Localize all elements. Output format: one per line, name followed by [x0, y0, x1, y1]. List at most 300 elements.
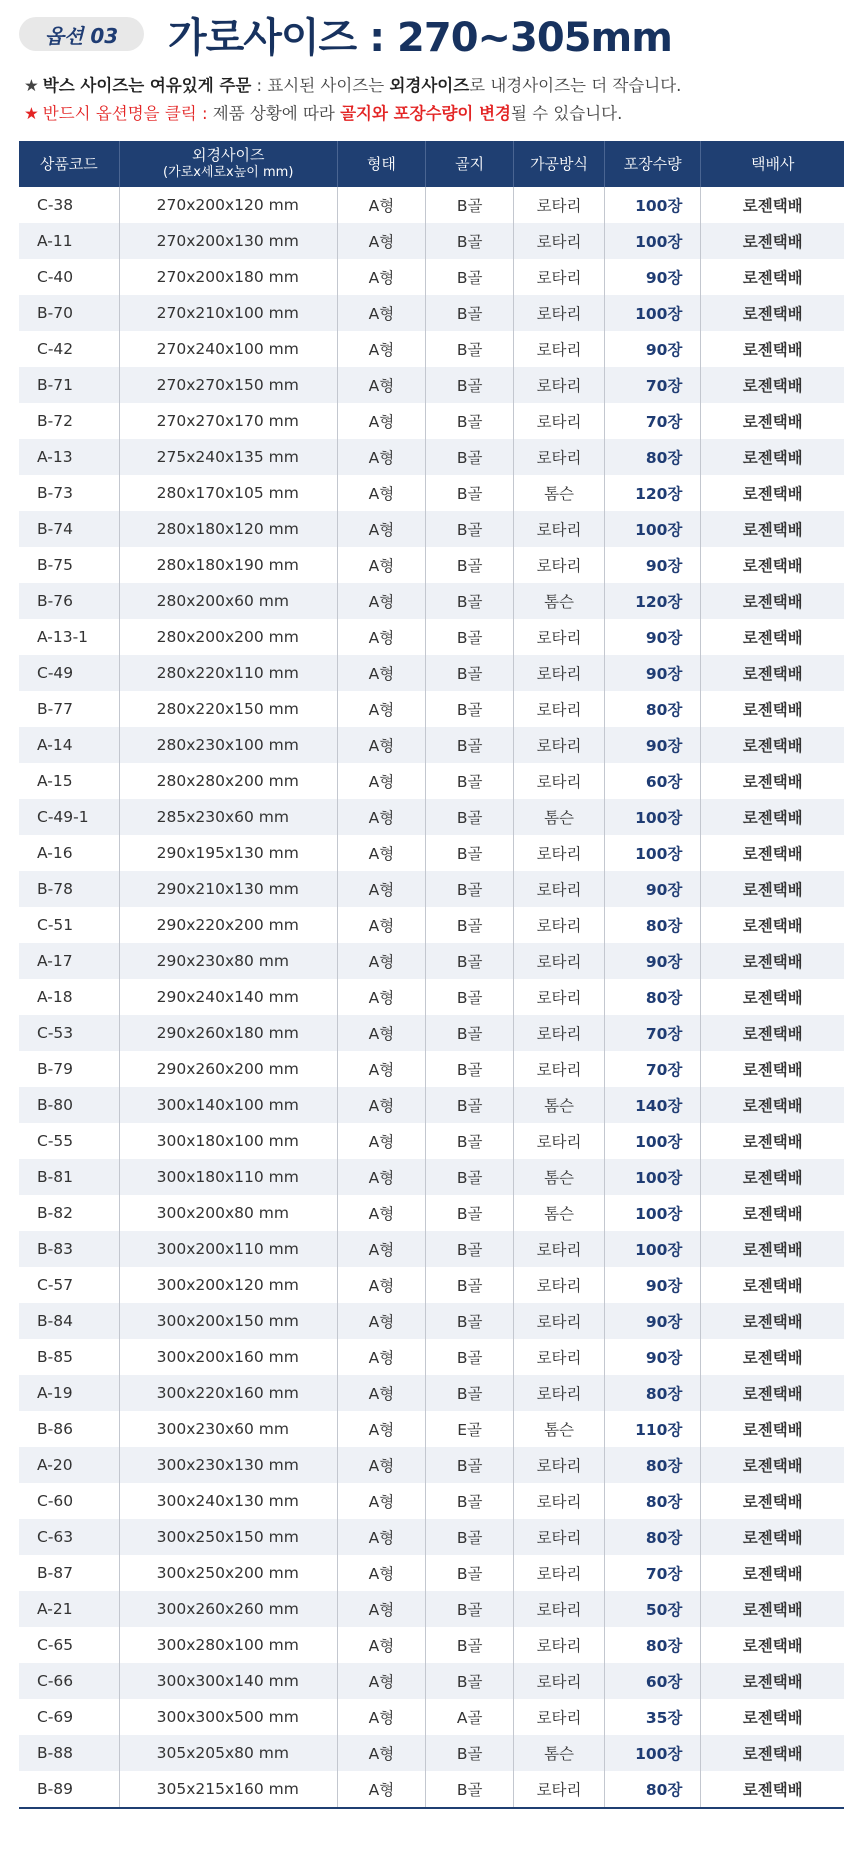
- cell-type: A형: [337, 763, 425, 799]
- cell-qty: 60장: [604, 1663, 701, 1699]
- cell-flute: B골: [426, 907, 514, 943]
- cell-flute: B골: [426, 619, 514, 655]
- cell-code: A-19: [19, 1375, 119, 1411]
- table-row[interactable]: [19, 1267, 844, 1303]
- cell-courier: 로젠택배: [701, 871, 844, 907]
- cell-qty: 80장: [604, 1447, 701, 1483]
- table-row[interactable]: [19, 1195, 844, 1231]
- cell-type: A형: [337, 619, 425, 655]
- cell-type: A형: [337, 295, 425, 331]
- cell-type: A형: [337, 1771, 425, 1808]
- table-body: [19, 187, 844, 1808]
- cell-flute: B골: [426, 259, 514, 295]
- cell-code: B-79: [37, 1060, 73, 1078]
- cell-code: B-85: [37, 1348, 73, 1366]
- notice-2-red: 반드시 옵션명을 클릭 :: [42, 104, 208, 123]
- cell-type: A형: [337, 1483, 425, 1519]
- cell-process: 로타리: [514, 1663, 605, 1699]
- cell-flute: B골: [426, 187, 514, 223]
- cell-qty: 70장: [604, 1555, 701, 1591]
- cell-type: A형: [337, 583, 425, 619]
- cell-type: A형: [337, 943, 425, 979]
- cell-process: 로타리: [514, 1231, 605, 1267]
- cell-flute: B골: [426, 943, 514, 979]
- cell-courier: 로젠택배: [701, 295, 844, 331]
- cell-size: 300x250x150 mm: [119, 1519, 337, 1555]
- cell-process: 로타리: [514, 655, 605, 691]
- table-row[interactable]: [19, 799, 844, 835]
- cell-size: 300x230x60 mm: [119, 1411, 337, 1447]
- cell-flute: E골: [426, 1411, 514, 1447]
- cell-courier: 로젠택배: [701, 835, 844, 871]
- table-row[interactable]: [19, 1663, 844, 1699]
- cell-qty: 35장: [604, 1699, 701, 1735]
- cell-process: 로타리: [514, 1267, 605, 1303]
- cell-size: 290x220x200 mm: [119, 907, 337, 943]
- cell-code: B-75: [37, 556, 73, 574]
- option-badge: 옵션 03: [19, 17, 144, 51]
- cell-type: A형: [337, 799, 425, 835]
- cell-flute: B골: [426, 1375, 514, 1411]
- cell-qty: 80장: [604, 691, 701, 727]
- cell-courier: 로젠택배: [701, 1231, 844, 1267]
- cell-process: 로타리: [514, 871, 605, 907]
- cell-courier: 로젠택배: [701, 1699, 844, 1735]
- cell-qty: 80장: [604, 1771, 701, 1808]
- cell-type: A형: [337, 1735, 425, 1771]
- cell-process: 로타리: [514, 367, 605, 403]
- notice-2-text-2: 될 수 있습니다.: [511, 104, 623, 123]
- cell-courier: 로젠택배: [701, 1267, 844, 1303]
- table-row[interactable]: [19, 1123, 844, 1159]
- cell-type: A형: [337, 727, 425, 763]
- table-row[interactable]: [19, 907, 844, 943]
- cell-size: 300x200x150 mm: [119, 1303, 337, 1339]
- cell-code: B-84: [19, 1303, 119, 1339]
- cell-type: A형: [337, 1339, 425, 1375]
- cell-qty: 80장: [604, 907, 701, 943]
- table-row[interactable]: [19, 1555, 844, 1591]
- cell-courier: 로젠택배: [701, 1015, 844, 1051]
- cell-code: B-71: [19, 367, 119, 403]
- notice-1-text: : 표시된 사이즈는: [251, 76, 390, 95]
- cell-courier: 로젠택배: [701, 1519, 844, 1555]
- page-header: [19, 9, 672, 59]
- cell-qty: 70장: [604, 403, 701, 439]
- cell-code: A-20: [19, 1447, 119, 1483]
- cell-code: B-86: [37, 1420, 73, 1438]
- cell-flute: B골: [426, 439, 514, 475]
- cell-courier: 로젠택배: [701, 943, 844, 979]
- cell-process: 톰슨: [514, 1195, 605, 1231]
- cell-size: 285x230x60 mm: [119, 799, 337, 835]
- table-row[interactable]: [19, 1051, 844, 1087]
- cell-process: 로타리: [514, 1591, 605, 1627]
- cell-flute: B골: [426, 1051, 514, 1087]
- col-size-subtitle: (가로x세로x높이 mm): [163, 165, 294, 180]
- cell-courier: 로젠택배: [701, 1051, 844, 1087]
- cell-process: 로타리: [514, 1123, 605, 1159]
- cell-qty: 140장: [604, 1087, 701, 1123]
- cell-code: A-17: [19, 943, 119, 979]
- cell-code: B-80: [19, 1087, 119, 1123]
- col-process: 가공방식: [514, 141, 605, 187]
- cell-code: B-83: [19, 1231, 119, 1267]
- cell-process: 로타리: [514, 1015, 605, 1051]
- notice-line-2: [24, 100, 681, 128]
- notice-2-red-bold: 골지와 포장수량이 변경: [340, 104, 511, 123]
- cell-qty: 90장: [604, 1339, 701, 1375]
- cell-qty: 80장: [604, 1483, 701, 1519]
- table-row[interactable]: [19, 1447, 844, 1483]
- cell-size: 290x195x130 mm: [119, 835, 337, 871]
- cell-type: A형: [337, 691, 425, 727]
- cell-process: 톰슨: [514, 1411, 605, 1447]
- cell-flute: B골: [426, 511, 514, 547]
- cell-type: A형: [337, 1267, 425, 1303]
- cell-flute: B골: [426, 727, 514, 763]
- table-row[interactable]: [19, 655, 844, 691]
- table-row[interactable]: [19, 475, 844, 511]
- cell-qty: 80장: [604, 1627, 701, 1663]
- cell-process: 로타리: [514, 1447, 605, 1483]
- col-type: 형태: [337, 141, 425, 187]
- cell-process: 톰슨: [514, 1735, 605, 1771]
- table-row[interactable]: [19, 403, 844, 439]
- cell-flute: B골: [426, 655, 514, 691]
- cell-size: 300x240x130 mm: [119, 1483, 337, 1519]
- table-row[interactable]: [19, 619, 844, 655]
- cell-flute: B골: [426, 763, 514, 799]
- cell-size: 290x230x80 mm: [119, 943, 337, 979]
- cell-code: A-18: [37, 988, 73, 1006]
- cell-qty: 50장: [604, 1591, 701, 1627]
- cell-code: B-70: [19, 295, 119, 331]
- cell-size: 300x200x110 mm: [119, 1231, 337, 1267]
- col-size-title: 외경사이즈: [192, 146, 265, 164]
- cell-qty: 80장: [604, 1375, 701, 1411]
- cell-qty: 100장: [604, 1735, 701, 1771]
- cell-courier: 로젠택배: [701, 1195, 844, 1231]
- table-row[interactable]: [19, 1519, 844, 1555]
- cell-qty: 70장: [604, 1015, 701, 1051]
- table-row[interactable]: [19, 439, 844, 475]
- notice-1-text-2: 로 내경사이즈는 더 작습니다.: [469, 76, 682, 95]
- notice-1-bold: 박스 사이즈는 여유있게 주문: [42, 76, 252, 95]
- cell-courier: 로젠택배: [701, 619, 844, 655]
- cell-type: A형: [337, 1015, 425, 1051]
- table-row[interactable]: [19, 1699, 844, 1735]
- cell-qty: 70장: [604, 367, 701, 403]
- table-header-row: [19, 141, 844, 187]
- cell-flute: B골: [426, 1483, 514, 1519]
- col-flute: 골지: [426, 141, 514, 187]
- cell-courier: 로젠택배: [701, 439, 844, 475]
- cell-size: 300x300x140 mm: [119, 1663, 337, 1699]
- cell-courier: 로젠택배: [701, 1123, 844, 1159]
- cell-qty: 90장: [604, 619, 701, 655]
- cell-type: A형: [337, 187, 425, 223]
- table-row[interactable]: [19, 1375, 844, 1411]
- cell-size: 300x180x100 mm: [119, 1123, 337, 1159]
- cell-flute: B골: [426, 979, 514, 1015]
- cell-type: A형: [337, 1663, 425, 1699]
- cell-type: A형: [337, 367, 425, 403]
- cell-type: A형: [337, 547, 425, 583]
- cell-qty: 80장: [604, 439, 701, 475]
- cell-code: C-65: [37, 1636, 74, 1654]
- cell-courier: 로젠택배: [701, 727, 844, 763]
- cell-qty: 90장: [604, 727, 701, 763]
- cell-type: A형: [337, 1303, 425, 1339]
- cell-type: A형: [337, 655, 425, 691]
- cell-size: 300x220x160 mm: [119, 1375, 337, 1411]
- size-table: [19, 141, 844, 1809]
- cell-size: 280x230x100 mm: [119, 727, 337, 763]
- cell-courier: 로젠택배: [701, 979, 844, 1015]
- table-row[interactable]: [19, 727, 844, 763]
- cell-size: 305x215x160 mm: [119, 1771, 337, 1808]
- notice-1-bold-2: 외경사이즈: [389, 76, 470, 95]
- cell-courier: 로젠택배: [701, 1483, 844, 1519]
- cell-code: C-38: [37, 196, 74, 214]
- table-row[interactable]: [19, 1159, 844, 1195]
- cell-process: 톰슨: [514, 799, 605, 835]
- table-row[interactable]: [19, 943, 844, 979]
- cell-process: 톰슨: [514, 1087, 605, 1123]
- table-row[interactable]: [19, 583, 844, 619]
- cell-qty: 60장: [604, 763, 701, 799]
- cell-process: 로타리: [514, 403, 605, 439]
- cell-code: B-77: [37, 700, 73, 718]
- cell-code: B-88: [19, 1735, 119, 1771]
- cell-courier: 로젠택배: [701, 1159, 844, 1195]
- cell-type: A형: [337, 1087, 425, 1123]
- cell-flute: B골: [426, 1447, 514, 1483]
- col-courier: 택배사: [701, 141, 844, 187]
- col-qty: 포장수량: [604, 141, 701, 187]
- cell-size: 300x260x260 mm: [119, 1591, 337, 1627]
- cell-courier: 로젠택배: [701, 1627, 844, 1663]
- cell-code: B-82: [37, 1204, 73, 1222]
- cell-size: 300x280x100 mm: [119, 1627, 337, 1663]
- cell-size: 300x200x80 mm: [119, 1195, 337, 1231]
- cell-code: C-51: [37, 916, 74, 934]
- cell-qty: 110장: [604, 1411, 701, 1447]
- cell-type: A형: [337, 439, 425, 475]
- cell-code: B-73: [37, 484, 73, 502]
- cell-qty: 100장: [604, 835, 701, 871]
- cell-code: B-74: [19, 511, 119, 547]
- cell-size: 300x250x200 mm: [119, 1555, 337, 1591]
- cell-qty: 90장: [604, 655, 701, 691]
- cell-flute: B골: [426, 367, 514, 403]
- cell-size: 300x200x160 mm: [119, 1339, 337, 1375]
- cell-code: C-42: [37, 340, 74, 358]
- table-row[interactable]: [19, 1627, 844, 1663]
- cell-type: A형: [337, 1159, 425, 1195]
- cell-courier: 로젠택배: [701, 1555, 844, 1591]
- table-row[interactable]: [19, 1015, 844, 1051]
- cell-process: 로타리: [514, 1339, 605, 1375]
- cell-courier: 로젠택배: [701, 403, 844, 439]
- table-row[interactable]: [19, 331, 844, 367]
- table-row[interactable]: [19, 763, 844, 799]
- cell-type: A형: [337, 979, 425, 1015]
- cell-code: C-55: [37, 1132, 74, 1150]
- cell-type: A형: [337, 403, 425, 439]
- table-row[interactable]: [19, 1771, 844, 1808]
- cell-size: 305x205x80 mm: [119, 1735, 337, 1771]
- cell-code: C-49: [19, 655, 119, 691]
- notice-block: [24, 72, 681, 128]
- cell-courier: 로젠택배: [701, 475, 844, 511]
- page-title: 가로사이즈 : 270~305mm: [168, 14, 672, 61]
- cell-code: A-21: [19, 1591, 119, 1627]
- cell-process: 톰슨: [514, 583, 605, 619]
- cell-courier: 로젠택배: [701, 1339, 844, 1375]
- cell-qty: 80장: [604, 979, 701, 1015]
- cell-courier: 로젠택배: [701, 763, 844, 799]
- cell-courier: 로젠택배: [701, 907, 844, 943]
- cell-size: 270x200x120 mm: [119, 187, 337, 223]
- cell-flute: B골: [426, 1339, 514, 1375]
- cell-flute: A골: [426, 1699, 514, 1735]
- cell-qty: 120장: [604, 583, 701, 619]
- cell-qty: 120장: [604, 475, 701, 511]
- cell-flute: B골: [426, 295, 514, 331]
- table-row[interactable]: [19, 835, 844, 871]
- cell-type: A형: [337, 1627, 425, 1663]
- cell-qty: 80장: [604, 1519, 701, 1555]
- cell-courier: 로젠택배: [701, 1375, 844, 1411]
- table-row[interactable]: [19, 511, 844, 547]
- cell-code: C-63: [19, 1519, 119, 1555]
- cell-courier: 로젠택배: [701, 691, 844, 727]
- cell-process: 로타리: [514, 907, 605, 943]
- cell-code: A-15: [37, 772, 73, 790]
- cell-type: A형: [337, 511, 425, 547]
- cell-code: C-69: [37, 1708, 74, 1726]
- cell-code: B-81: [19, 1159, 119, 1195]
- cell-size: 300x140x100 mm: [119, 1087, 337, 1123]
- table-row[interactable]: [19, 1087, 844, 1123]
- table-row[interactable]: [19, 1591, 844, 1627]
- star-icon: ★: [24, 104, 39, 123]
- cell-process: 로타리: [514, 1519, 605, 1555]
- col-size: [119, 141, 337, 187]
- cell-qty: 90장: [604, 259, 701, 295]
- cell-flute: B골: [426, 1231, 514, 1267]
- cell-size: 290x210x130 mm: [119, 871, 337, 907]
- cell-process: 로타리: [514, 223, 605, 259]
- cell-size: 280x180x120 mm: [119, 511, 337, 547]
- table-row[interactable]: [19, 1411, 844, 1447]
- cell-process: 로타리: [514, 187, 605, 223]
- table-row[interactable]: [19, 367, 844, 403]
- cell-process: 로타리: [514, 1375, 605, 1411]
- cell-courier: 로젠택배: [701, 223, 844, 259]
- cell-code: A-11: [19, 223, 119, 259]
- table-row[interactable]: [19, 295, 844, 331]
- cell-code: B-78: [19, 871, 119, 907]
- cell-type: A형: [337, 1411, 425, 1447]
- table-row[interactable]: [19, 691, 844, 727]
- cell-type: A형: [337, 1591, 425, 1627]
- cell-qty: 90장: [604, 943, 701, 979]
- cell-courier: 로젠택배: [701, 1087, 844, 1123]
- table-row[interactable]: [19, 871, 844, 907]
- cell-size: 280x200x60 mm: [119, 583, 337, 619]
- table-row[interactable]: [19, 1231, 844, 1267]
- cell-courier: 로젠택배: [701, 547, 844, 583]
- cell-type: A형: [337, 223, 425, 259]
- cell-process: 톰슨: [514, 475, 605, 511]
- cell-qty: 100장: [604, 511, 701, 547]
- table-row[interactable]: [19, 1303, 844, 1339]
- cell-size: 280x220x110 mm: [119, 655, 337, 691]
- cell-qty: 90장: [604, 1267, 701, 1303]
- table-row[interactable]: [19, 1483, 844, 1519]
- cell-flute: B골: [426, 835, 514, 871]
- cell-type: A형: [337, 907, 425, 943]
- cell-process: 로타리: [514, 1699, 605, 1735]
- cell-type: A형: [337, 871, 425, 907]
- cell-courier: 로젠택배: [701, 259, 844, 295]
- cell-process: 로타리: [514, 259, 605, 295]
- table-row[interactable]: [19, 547, 844, 583]
- cell-process: 로타리: [514, 295, 605, 331]
- cell-courier: 로젠택배: [701, 367, 844, 403]
- cell-type: A형: [337, 1447, 425, 1483]
- cell-courier: 로젠택배: [701, 1303, 844, 1339]
- table-row[interactable]: [19, 259, 844, 295]
- cell-flute: B골: [426, 1195, 514, 1231]
- cell-flute: B골: [426, 1123, 514, 1159]
- cell-code: B-72: [37, 412, 73, 430]
- cell-type: A형: [337, 475, 425, 511]
- notice-2-text: 제품 상황에 따라: [207, 104, 341, 123]
- cell-flute: B골: [426, 547, 514, 583]
- cell-qty: 100장: [604, 295, 701, 331]
- cell-code: C-57: [37, 1276, 74, 1294]
- cell-qty: 100장: [604, 1159, 701, 1195]
- cell-code: A-14: [19, 727, 119, 763]
- cell-size: 270x210x100 mm: [119, 295, 337, 331]
- table-row[interactable]: [19, 1735, 844, 1771]
- cell-code: A-16: [37, 844, 73, 862]
- cell-code: C-60: [37, 1492, 74, 1510]
- cell-courier: 로젠택배: [701, 799, 844, 835]
- cell-flute: B골: [426, 1015, 514, 1051]
- cell-code: C-53: [19, 1015, 119, 1051]
- cell-process: 로타리: [514, 439, 605, 475]
- cell-size: 300x180x110 mm: [119, 1159, 337, 1195]
- cell-size: 300x300x500 mm: [119, 1699, 337, 1735]
- table-row[interactable]: [19, 979, 844, 1015]
- cell-flute: B골: [426, 799, 514, 835]
- notice-line-1: [24, 72, 681, 100]
- cell-size: 290x260x200 mm: [119, 1051, 337, 1087]
- cell-courier: 로젠택배: [701, 655, 844, 691]
- cell-type: A형: [337, 1231, 425, 1267]
- table-row[interactable]: [19, 1339, 844, 1375]
- table-row[interactable]: [19, 223, 844, 259]
- table-row[interactable]: [19, 187, 844, 223]
- cell-flute: B골: [426, 871, 514, 907]
- cell-size: 270x200x130 mm: [119, 223, 337, 259]
- cell-size: 280x280x200 mm: [119, 763, 337, 799]
